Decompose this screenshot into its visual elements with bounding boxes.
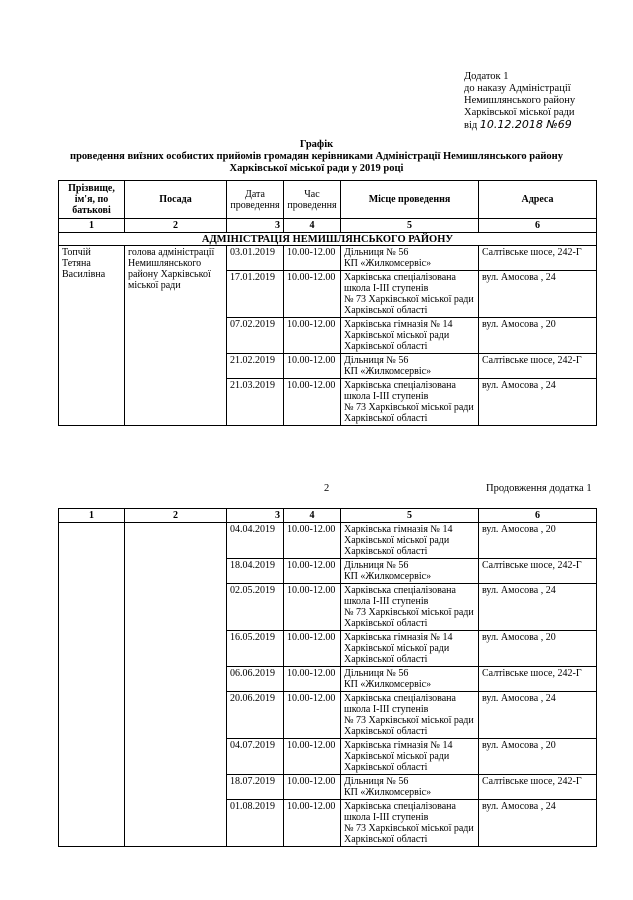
address-cell: вул. Амосова , 24: [479, 271, 597, 318]
time-cell: 10.00-12.00: [284, 559, 341, 584]
col-number: 6: [479, 219, 597, 233]
col-number: 2: [125, 219, 227, 233]
time-cell: 10.00-12.00: [284, 631, 341, 667]
date-cell: 01.08.2019: [227, 800, 284, 847]
annex-line-4: Харківської міської ради: [464, 107, 575, 118]
title-line-2: проведення виїзних особистих прийомів громадян керівниками Адміністрації Немишлянського району: [70, 151, 563, 162]
address-cell: вул. Амосова , 20: [479, 523, 597, 559]
time-cell: 10.00-12.00: [284, 318, 341, 354]
time-cell: 10.00-12.00: [284, 271, 341, 318]
time-cell: 10.00-12.00: [284, 584, 341, 631]
col-number: 3: [227, 509, 284, 523]
date-cell: 06.06.2019: [227, 667, 284, 692]
col-number: 2: [125, 509, 227, 523]
place-cell: Харківська спеціалізована школа І-ІІІ ступенів № 73 Харківської міської ради Харківської області: [341, 692, 479, 739]
col-number: 6: [479, 509, 597, 523]
header-cell: Посада: [125, 181, 227, 219]
col-number: 1: [59, 219, 125, 233]
time-cell: 10.00-12.00: [284, 667, 341, 692]
date-cell: 18.04.2019: [227, 559, 284, 584]
header-cell: Прізвище, ім'я, по батькові: [59, 181, 125, 219]
place-cell: Дільниця № 56 КП «Жилкомсервіс»: [341, 667, 479, 692]
continuation-note: Продовження додатка 1: [486, 483, 592, 494]
person-position: [125, 523, 227, 847]
person-name: Топчій Тетяна Василівна: [59, 246, 125, 426]
column-number-row: [59, 509, 597, 523]
table-row: [59, 523, 597, 559]
title-line-1: Графік: [299, 139, 334, 150]
person-name: [59, 523, 125, 847]
annex-handwritten-date: 10.12.2018 №69: [479, 118, 572, 131]
address-cell: Салтівське шосе, 242-Г: [479, 559, 597, 584]
date-cell: 07.02.2019: [227, 318, 284, 354]
title-line-3: Харківської міської ради у 2019 році: [229, 163, 404, 174]
date-cell: 04.04.2019: [227, 523, 284, 559]
place-cell: Дільниця № 56 КП «Жилкомсервіс»: [341, 246, 479, 271]
time-cell: 10.00-12.00: [284, 739, 341, 775]
col-number: 4: [284, 219, 341, 233]
date-cell: 21.03.2019: [227, 379, 284, 426]
time-cell: 10.00-12.00: [284, 523, 341, 559]
date-cell: 21.02.2019: [227, 354, 284, 379]
column-number-row: [59, 219, 597, 233]
annex-line-2: до наказу Адміністрації: [464, 83, 571, 94]
header-cell: Час проведення: [284, 181, 341, 219]
address-cell: вул. Амосова , 20: [479, 739, 597, 775]
annex-line-5: [464, 119, 575, 132]
person-position: голова адміністрації Немишлянського району Харківської міської ради: [125, 246, 227, 426]
time-cell: 10.00-12.00: [284, 692, 341, 739]
address-cell: вул. Амосова , 20: [479, 318, 597, 354]
place-cell: Харківська спеціалізована школа І-ІІІ ступенів № 73 Харківської міської ради Харківської області: [341, 584, 479, 631]
header-cell: Дата проведення: [227, 181, 284, 219]
header-row: [59, 181, 597, 219]
col-number: 5: [341, 219, 479, 233]
date-cell: 04.07.2019: [227, 739, 284, 775]
place-cell: Дільниця № 56 КП «Жилкомсервіс»: [341, 775, 479, 800]
schedule-table-page-1: [58, 180, 597, 426]
place-cell: Харківська гімназія № 14 Харківської міської ради Харківської області: [341, 739, 479, 775]
annex-line-1: Додаток 1: [464, 71, 509, 82]
header-cell: Місце проведення: [341, 181, 479, 219]
time-cell: 10.00-12.00: [284, 379, 341, 426]
col-number: 5: [341, 509, 479, 523]
place-cell: Харківська спеціалізована школа І-ІІІ ступенів № 73 Харківської міської ради Харківської області: [341, 379, 479, 426]
col-number: 3: [227, 219, 284, 233]
date-cell: 02.05.2019: [227, 584, 284, 631]
place-cell: Харківська спеціалізована школа І-ІІІ ступенів № 73 Харківської міської ради Харківської області: [341, 800, 479, 847]
place-cell: Дільниця № 56 КП «Жилкомсервіс»: [341, 559, 479, 584]
time-cell: 10.00-12.00: [284, 354, 341, 379]
date-cell: 18.07.2019: [227, 775, 284, 800]
col-number: 4: [284, 509, 341, 523]
address-cell: Салтівське шосе, 242-Г: [479, 667, 597, 692]
header-cell: Адреса: [479, 181, 597, 219]
col-number: 1: [59, 509, 125, 523]
place-cell: Харківська гімназія № 14 Харківської міської ради Харківської області: [341, 631, 479, 667]
table-row: [59, 246, 597, 271]
address-cell: Салтівське шосе, 242-Г: [479, 775, 597, 800]
place-cell: Дільниця № 56 КП «Жилкомсервіс»: [341, 354, 479, 379]
schedule-table-page-2: [58, 508, 597, 847]
section-title: АДМІНІСТРАЦІЯ НЕМИШЛЯНСЬКОГО РАЙОНУ: [59, 233, 597, 246]
date-cell: 17.01.2019: [227, 271, 284, 318]
address-cell: вул. Амосова , 24: [479, 584, 597, 631]
date-cell: 03.01.2019: [227, 246, 284, 271]
time-cell: 10.00-12.00: [284, 246, 341, 271]
annex-block: [464, 71, 575, 132]
address-cell: Салтівське шосе, 242-Г: [479, 246, 597, 271]
document-title: [60, 139, 573, 175]
address-cell: вул. Амосова , 24: [479, 800, 597, 847]
annex-line-3: Немишлянського району: [464, 95, 576, 106]
time-cell: 10.00-12.00: [284, 775, 341, 800]
date-cell: 16.05.2019: [227, 631, 284, 667]
address-cell: вул. Амосова , 24: [479, 379, 597, 426]
address-cell: вул. Амосова , 24: [479, 692, 597, 739]
page-number: 2: [324, 483, 330, 494]
time-cell: 10.00-12.00: [284, 800, 341, 847]
annex-date-prefix: від: [464, 120, 478, 131]
date-cell: 20.06.2019: [227, 692, 284, 739]
address-cell: Салтівське шосе, 242-Г: [479, 354, 597, 379]
place-cell: Харківська гімназія № 14 Харківської міської ради Харківської області: [341, 318, 479, 354]
place-cell: Харківська гімназія № 14 Харківської міської ради Харківської області: [341, 523, 479, 559]
place-cell: Харківська спеціалізована школа І-ІІІ ступенів № 73 Харківської міської ради Харківської області: [341, 271, 479, 318]
section-row: [59, 233, 597, 246]
address-cell: вул. Амосова , 20: [479, 631, 597, 667]
